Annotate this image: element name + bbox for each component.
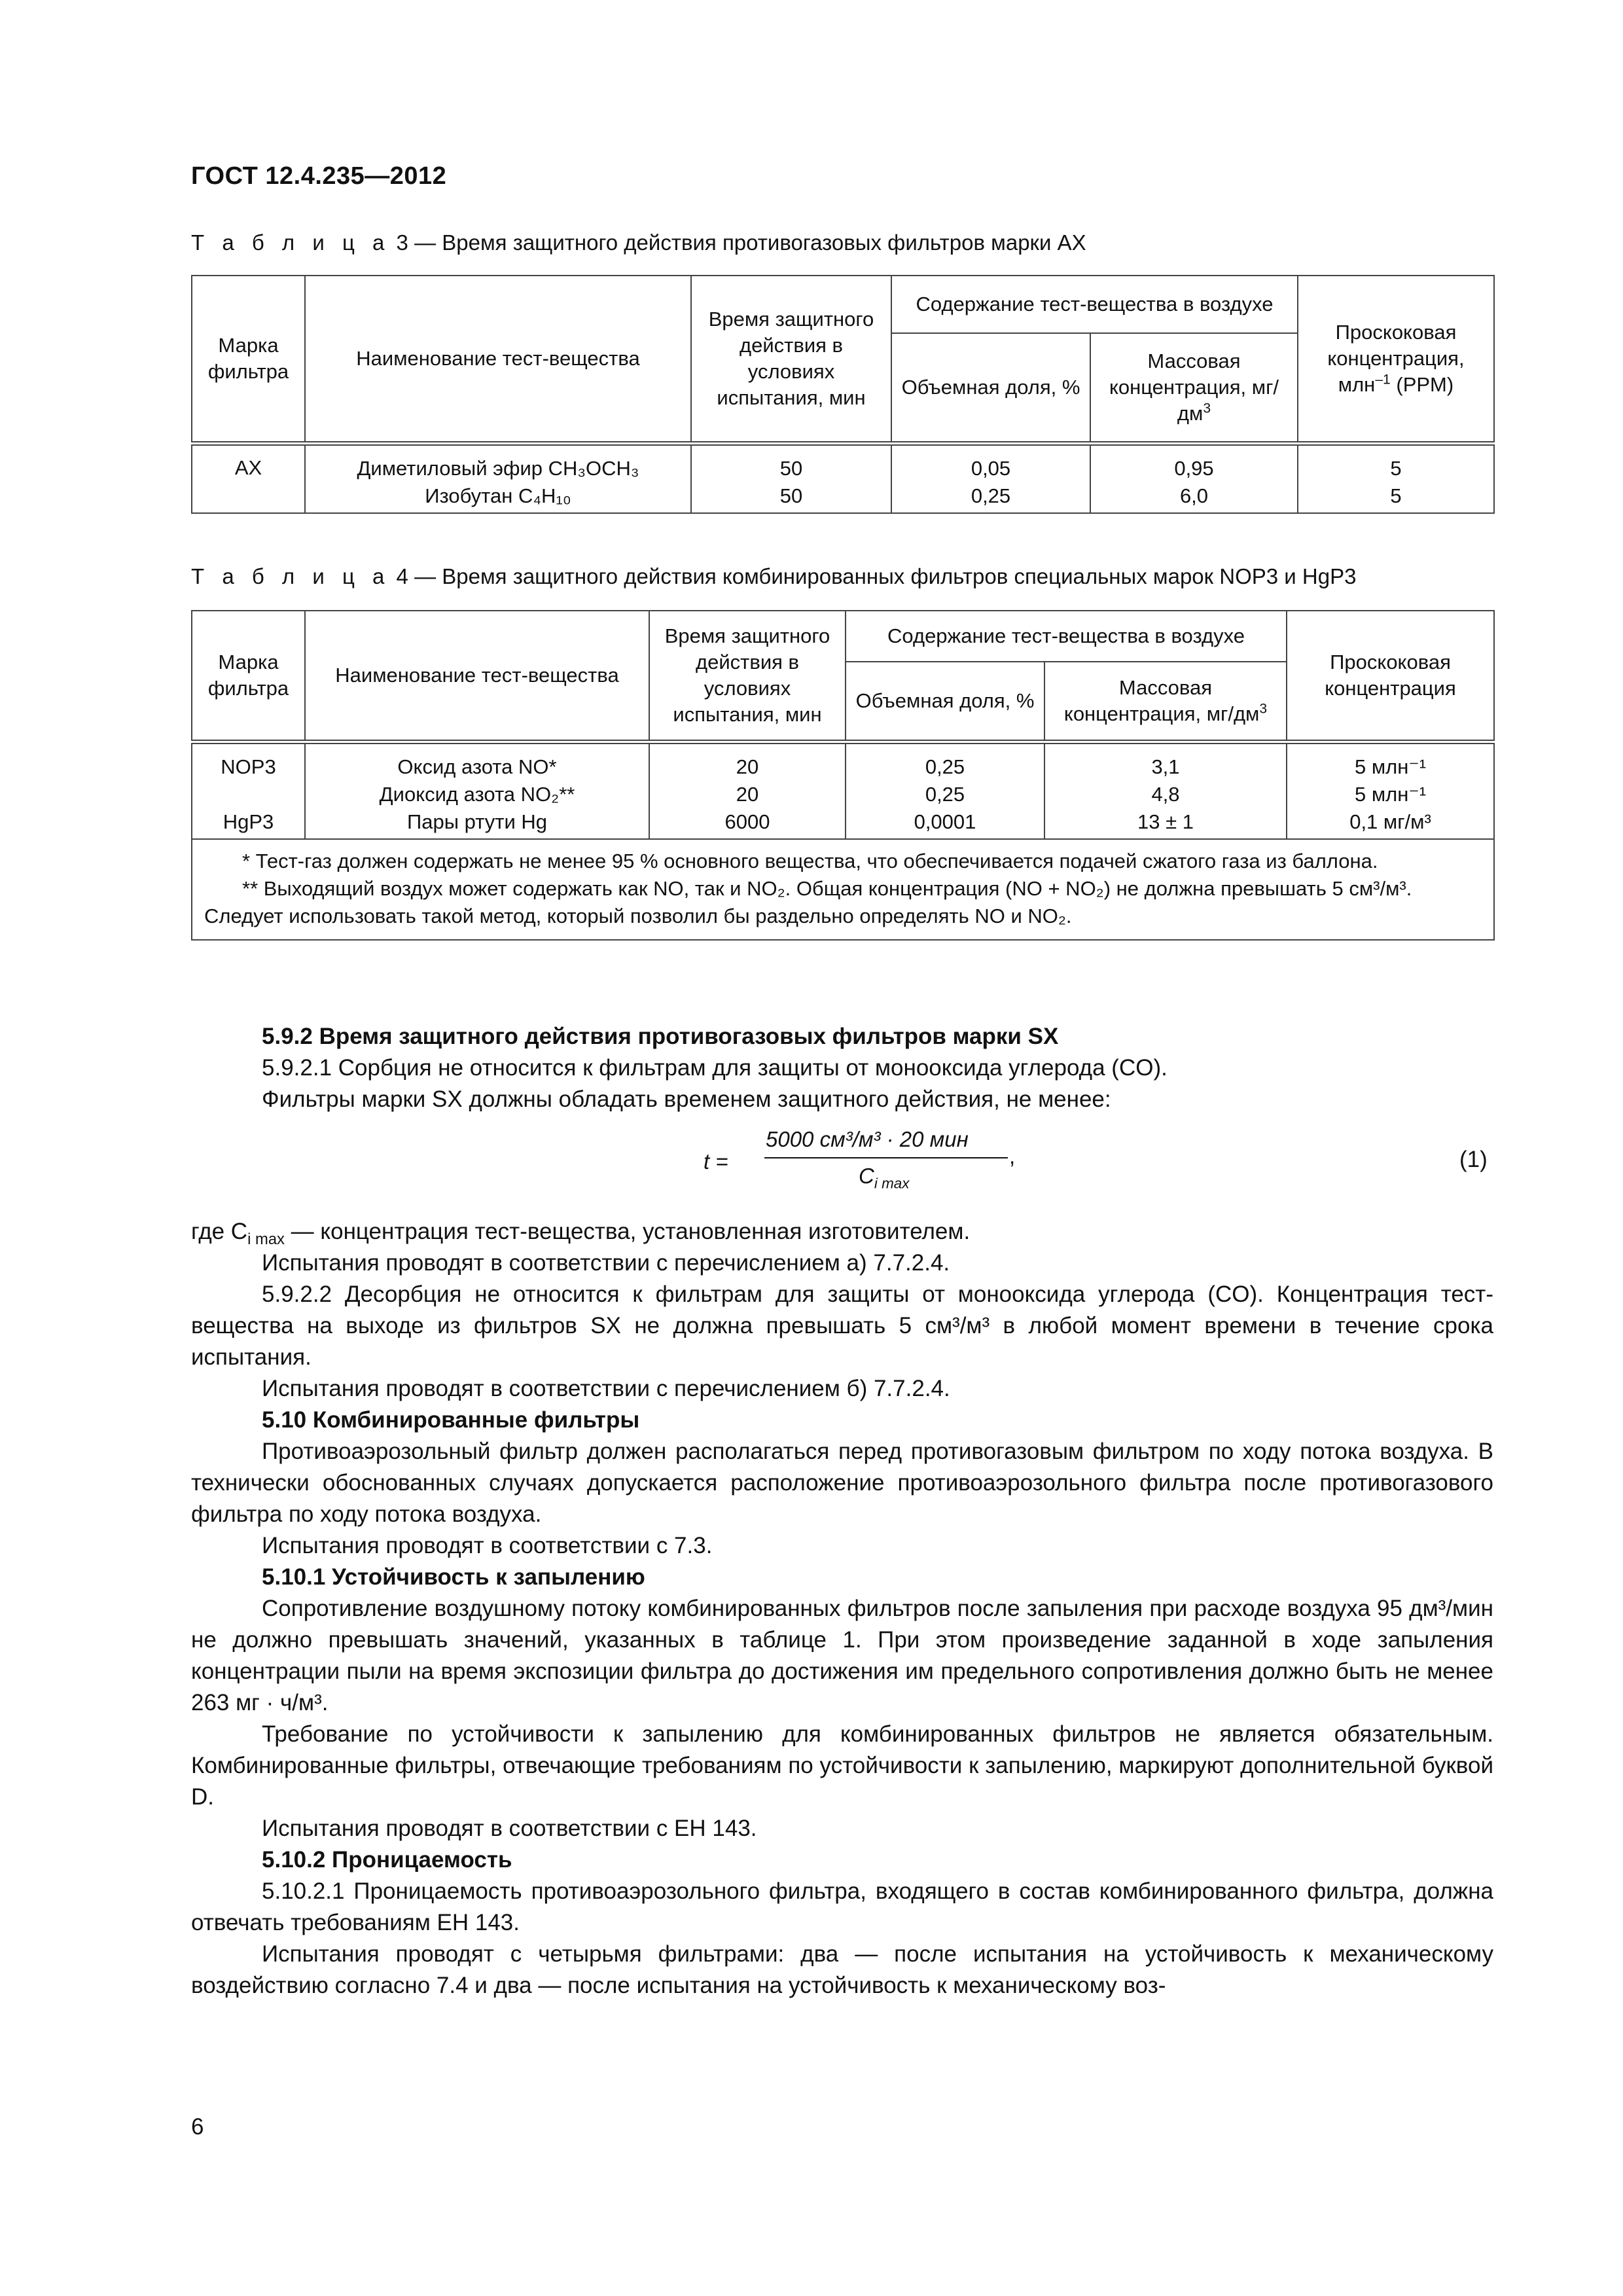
- table3-row-2-mass: 6,0: [1179, 484, 1209, 507]
- table4-mark-hgp3: HgP3: [223, 810, 274, 833]
- table4-footnote-2: ** Выходящий воздух может содержать как NO, так и NO₂. Общая концентрация (NO + NO₂) не должна превышать 5 см³/м³. Следует использовать такой метод, который позволил бы раздельно определять NO и NO₂.: [204, 876, 1412, 927]
- table3-names: [305, 443, 691, 513]
- table3-volumes: [891, 443, 1090, 513]
- section-5101-heading: 5.10.1 Устойчивость к запылению: [262, 1564, 645, 1590]
- section-5101-p5: Испытания проводят в соответствии с ЕН 143.: [262, 1816, 757, 1841]
- section-510-p2: Испытания проводят в соответствии с 7.3.: [262, 1533, 713, 1558]
- main-body: [191, 1216, 1493, 2001]
- formula-fraction-bar: [764, 1157, 1008, 1158]
- table3-row-2-name: Изобутан C₄H₁₀: [425, 484, 571, 507]
- table3-row-2-breakthrough: 5: [1390, 484, 1402, 507]
- table3-times: [691, 443, 891, 513]
- table4-header-breakthrough: Проскоковая концентрация: [1287, 611, 1494, 742]
- table4-row-2-name: Диоксид азота NO₂**: [379, 782, 575, 806]
- table4-times: [649, 742, 846, 839]
- table4-masses: [1044, 742, 1287, 839]
- table4-row-2-volume: 0,25: [925, 782, 965, 806]
- formula-lhs: t =: [704, 1149, 728, 1174]
- table4-footnote-row: [192, 839, 1494, 940]
- table3-header-mass: [1090, 333, 1298, 443]
- table4-row-1-name: Оксид азота NO*: [397, 755, 557, 778]
- table3-row-1-breakthrough: 5: [1390, 456, 1402, 480]
- table4-row-1-time: 20: [736, 755, 759, 778]
- section-592-p2: Фильтры марки SX должны обладать временем защитного действия, не менее:: [262, 1086, 1111, 1112]
- table4-row-1-mass: 3,1: [1151, 755, 1180, 778]
- document-header: ГОСТ 12.4.235—2012: [191, 162, 447, 190]
- table3-header-mass-prefix: Массовая концентрация, мг/дм: [1109, 349, 1279, 425]
- table4-volumes: [846, 742, 1044, 839]
- table4-header-mass-sup: 3: [1259, 701, 1268, 717]
- table4-breakthroughs: [1287, 742, 1494, 839]
- table3-header-breakthrough-suffix: (PPM): [1390, 372, 1454, 396]
- table4-header-mass-prefix: Массовая концентрация, мг/дм: [1063, 675, 1260, 725]
- section-592-p4: 5.9.2.2 Десорбция не относится к фильтрам для защиты от монооксида углерода (CO). Концентрация тест-вещества на выходе из фильтров SX не должна превышать 5 см³/м³ в любой момент времени в течение срока испытания.: [191, 1282, 1493, 1370]
- section-510-heading: 5.10 Комбинированные фильтры: [262, 1407, 640, 1433]
- table3-row-1-mass: 0,95: [1174, 456, 1214, 480]
- formula-comma: ,: [1009, 1144, 1016, 1168]
- table3: [191, 275, 1495, 514]
- formula-where-prefix: где C: [191, 1219, 248, 1244]
- table4-header-volume: Объемная доля, %: [846, 662, 1044, 742]
- section-592-p3: Испытания проводят в соответствии с перечислением а) 7.7.2.4.: [262, 1250, 950, 1276]
- table3-caption-text: — Время защитного действия противогазовых фильтров марки АХ: [414, 230, 1086, 255]
- table3-mark: АХ: [192, 443, 305, 513]
- formula-denominator-sub: i max: [874, 1175, 910, 1192]
- table3-header-time: Время защитного действия в условиях испытания, мин: [691, 276, 891, 443]
- table3-header-mass-sup: 3: [1203, 401, 1211, 416]
- table3-header-volume: Объемная доля, %: [891, 333, 1090, 443]
- table4-header-name: Наименование тест-вещества: [305, 611, 649, 742]
- table4-header-time: Время защитного действия в условиях испытания, мин: [649, 611, 846, 742]
- table3-breakthroughs: [1298, 443, 1494, 513]
- table4-header-mark: Марка фильтра: [192, 611, 305, 742]
- table4-row-1-volume: 0,25: [925, 755, 965, 778]
- table4-row-3-mass: 13 ± 1: [1137, 810, 1194, 833]
- formula-1: [694, 1124, 1021, 1196]
- table4-caption: [191, 564, 1356, 589]
- table4-row-3-breakthrough: 0,1 мг/м³: [1349, 810, 1431, 833]
- table3-masses: [1090, 443, 1298, 513]
- table4-mark-nop3: NOP3: [221, 755, 276, 778]
- section-5102-p7: Испытания проводят с четырьмя фильтрами: два — после испытания на устойчивость к механическому воздействию согласно 7.4 и два — после испытания на устойчивость к механическому воз-: [191, 1941, 1493, 1998]
- table4-names: [305, 742, 649, 839]
- table3-caption-prefix: Т а б л и ц а: [191, 230, 391, 255]
- table4-row-2-breakthrough: 5 млн⁻¹: [1354, 782, 1427, 806]
- formula-numerator: 5000 см³/м³ · 20 мин: [766, 1127, 969, 1151]
- table4-header-mass: [1044, 662, 1287, 742]
- table3-header-breakthrough-sup: –1: [1375, 372, 1391, 387]
- table4: [191, 610, 1495, 941]
- section-592-p1: 5.9.2.1 Сорбция не относится к фильтрам для защиты от монооксида углерода (CO).: [262, 1055, 1168, 1081]
- section-592-intro: [191, 1021, 1493, 1115]
- table4-row-3-name: Пары ртути Hg: [406, 810, 548, 833]
- formula-where-sub: i max: [247, 1230, 285, 1248]
- table3-header-mark: Марка фильтра: [192, 276, 305, 443]
- table4-row-2-time: 20: [736, 782, 759, 806]
- table4-caption-number: 4: [396, 564, 408, 588]
- section-5101-p4: Требование по устойчивости к запылению для комбинированных фильтров не является обязательным. Комбинированные фильтры, отвечающие требованиям по устойчивости к запылению, маркируют дополнительной буквой D.: [191, 1721, 1493, 1810]
- table4-row-3-time: 6000: [724, 810, 770, 833]
- section-5101-p3: Сопротивление воздушному потоку комбинированных фильтров после запыления при расходе воздуха 95 дм³/мин не должно превышать значений, указанных в таблице 1. При этом произведение заданной в ходе запыления концентрации пыли на время экспозиции фильтра до достижения им предельного сопротивления должно быть не менее 263 мг · ч/м³.: [191, 1596, 1493, 1715]
- table3-caption-number: 3: [396, 230, 408, 255]
- table4-marks: [192, 742, 305, 839]
- formula-where-rest: — концентрация тест-вещества, установленная изготовителем.: [284, 1219, 971, 1244]
- table3-row-1-volume: 0,05: [971, 456, 1011, 480]
- table4-caption-prefix: Т а б л и ц а: [191, 564, 391, 588]
- formula-denominator: [859, 1164, 910, 1192]
- table3-header-name: Наименование тест-вещества: [305, 276, 691, 443]
- formula-denominator-var: C: [859, 1164, 874, 1188]
- table4-row-3-volume: 0,0001: [914, 810, 976, 833]
- table3-caption: [191, 230, 1086, 255]
- formula-number: (1): [1459, 1147, 1488, 1172]
- section-510-p1: Противоаэрозольный фильтр должен располагаться перед противогазовым фильтром по ходу потока воздуха. В технически обоснованных случаях допускается расположение противоаэрозольного фильтра после противогазового фильтра по ходу потока воздуха.: [191, 1439, 1493, 1527]
- table4-caption-text: — Время защитного действия комбинированных фильтров специальных марок NOP3 и HgP3: [414, 564, 1357, 588]
- table-row: [192, 443, 1494, 513]
- section-5102-heading: 5.10.2 Проницаемость: [262, 1847, 512, 1873]
- table3-row-2-time: 50: [779, 484, 803, 507]
- table4-header-content-group: Содержание тест-вещества в воздухе: [846, 611, 1287, 662]
- section-5102-p6: 5.10.2.1 Проницаемость противоаэрозольного фильтра, входящего в состав комбинированного фильтра, должна отвечать требованиям ЕН 143.: [191, 1878, 1493, 1935]
- page-number: 6: [191, 2114, 204, 2140]
- section-592-heading: 5.9.2 Время защитного действия противогазовых фильтров марки SX: [262, 1024, 1059, 1049]
- table4-footnotes: [192, 839, 1494, 940]
- table3-row-1-time: 50: [779, 456, 803, 480]
- table4-footnote-1: * Тест-газ должен содержать не менее 95 % основного вещества, что обеспечивается подачей сжатого газа из баллона.: [242, 849, 1378, 872]
- table3-header-breakthrough-prefix: Проскоковая концентрация, млн: [1327, 320, 1465, 396]
- table4-row-2-mass: 4,8: [1151, 782, 1180, 806]
- table3-row-2-volume: 0,25: [971, 484, 1011, 507]
- table4-row-1-breakthrough: 5 млн⁻¹: [1354, 755, 1427, 778]
- table-row: [192, 742, 1494, 839]
- table3-row-1-name: Диметиловый эфир CH₃OCH₃: [357, 456, 639, 480]
- formula-where: [191, 1216, 1493, 1247]
- section-592-p5: Испытания проводят в соответствии с перечислением б) 7.7.2.4.: [262, 1376, 950, 1401]
- table3-header-breakthrough: [1298, 276, 1494, 443]
- table3-header-content-group: Содержание тест-вещества в воздухе: [891, 276, 1298, 333]
